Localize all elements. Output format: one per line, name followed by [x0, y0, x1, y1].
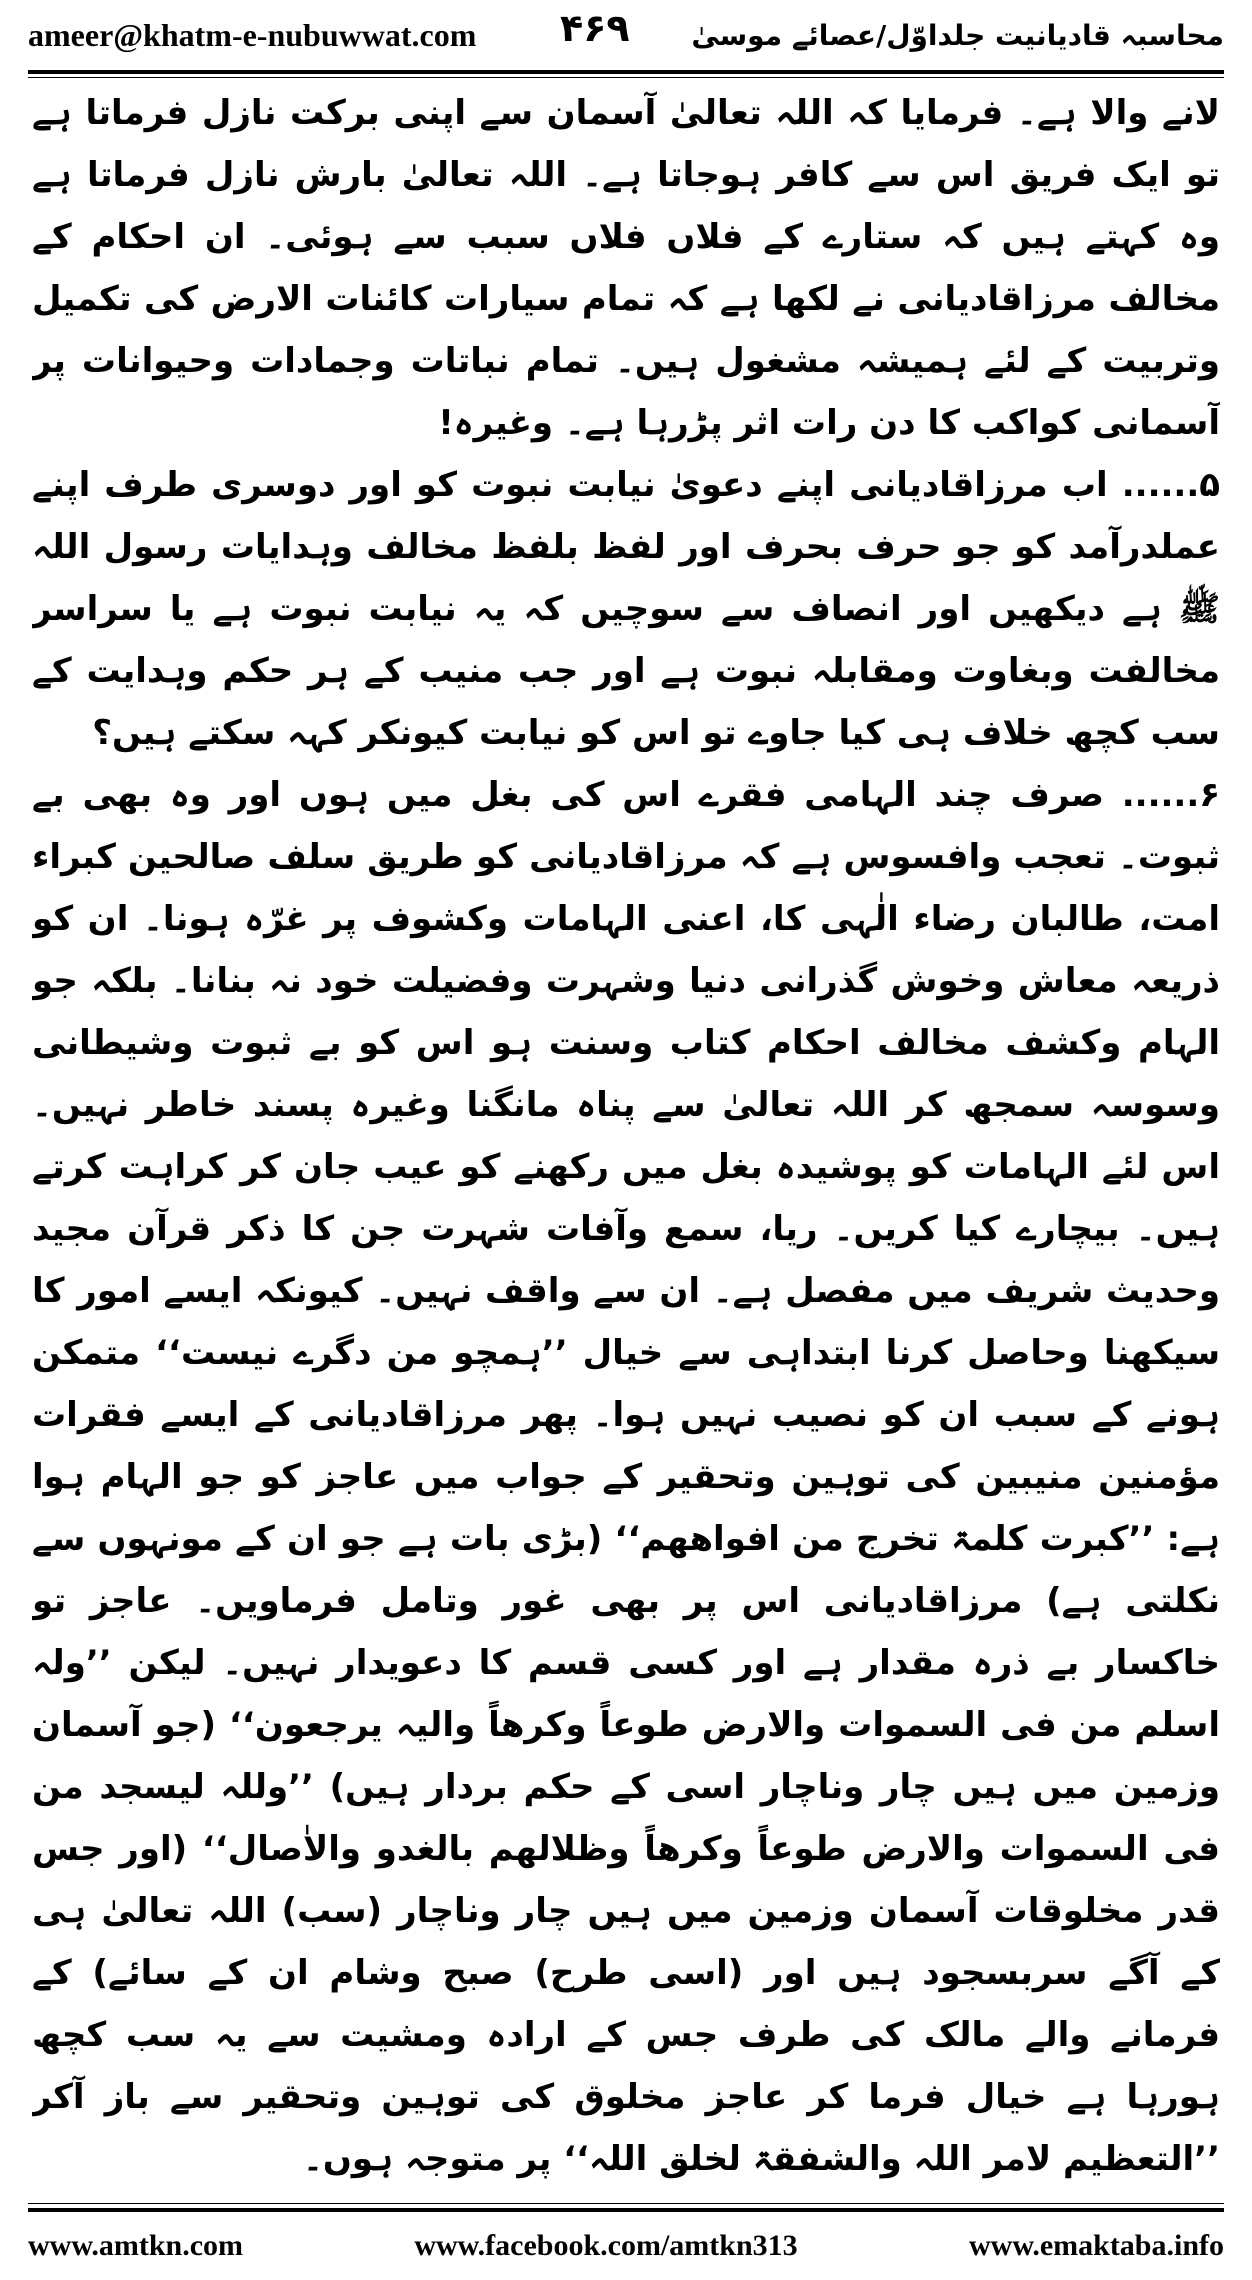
header-rule: [28, 70, 1224, 74]
book-title: محاسبہ قادیانیت جلداوّل/عصائے موسیٰ: [691, 18, 1224, 52]
paragraph: [32, 454, 1220, 764]
paragraph: [32, 764, 1220, 2190]
header-email: ameer@khatm-e-nubuwwat.com: [28, 16, 477, 53]
paragraph-number: ۵......: [1121, 465, 1220, 505]
footer-link-amtkn[interactable]: www.amtkn.com: [28, 2229, 243, 2262]
page-body: [32, 82, 1220, 2192]
footer-rule: [28, 2208, 1224, 2212]
paragraph-text: اب مرزاقادیانی اپنے دعویٰ نیابت نبوت کو اور دوسری طرف اپنے عملدرآمد کو جو حرف بحرف اور لفظ بلفظ مخالف وہدایات رسول اللہ ﷺ ہے دیکھیں اور انصاف سے سوچیں کہ یہ نیابت نبوت ہے یا سراسر مخالفت وبغاوت ومقابلہ نبوت ہے اور جب منیب کے ہر حکم وہدایت کے سب کچھ خلاف ہی کیا جاوے تو اس کو نیابت کیونکر کہہ سکتے ہیں؟: [32, 465, 1220, 753]
paragraph-text: صرف چند الہامی فقرے اس کی بغل میں ہوں اور وہ بھی بے ثبوت۔ تعجب وافسوس ہے کہ مرزاقادیانی کو طریق سلف صالحین کبراء امت، طالبان رضاء الٰہی کا، اعنی الہامات وکشوف پر غرّہ ہونا۔ ان کو ذریعہ معاش وخوش گذرانی دنیا وشہرت وفضیلت خود نہ بنانا۔ بلکہ جو الہام وکشف مخالف احکام کتاب وسنت ہو اس کو بے ثبوت وشیطانی وسوسہ سمجھ کر اللہ تعالیٰ سے پناہ مانگنا وغیرہ پسند خاطر نہیں۔ اس لئے الہامات کو پوشیدہ بغل میں رکھنے کو عیب جان کر کراہت کرتے ہیں۔ بیچارے کیا کریں۔ ریا، سمع وآفات شہرت جن کا ذکر قرآن مجید وحدیث شریف میں مفصل ہے۔ ان سے واقف نہیں۔ کیونکہ ایسے امور کا سیکھنا وحاصل کرنا ابتداہی سے خیال ’’ہمچو من دگرے نیست‘‘ متمکن ہونے کے سبب ان کو نصیب نہیں ہوا۔ پھر مرزاقادیانی کے ایسے فقرات مؤمنین منیبین کی توہین وتحقیر کے جواب میں عاجز کو جو الہام ہوا ہے: ’’کبرت کلمۃ تخرج من افواھھم‘‘ (بڑی بات ہے جو ان کے مونہوں سے نکلتی ہے) مرزاقادیانی اس پر بھی غور وتامل فرماویں۔ عاجز تو خاکسار بے ذرہ مقدار ہے اور کسی قسم کا دعویدار نہیں۔ لیکن ’’ولہ اسلم من فی السموات والارض طوعاً وکرھاً والیہ یرجعون‘‘ (جو آسمان وزمین میں ہیں چار وناچار اسی کے حکم بردار ہیں) ’’وللہ لیسجد من فی السموات والارض طوعاً وکرھاً وظلالھم بالغدو والاٰصال‘‘ (اور جس قدر مخلوقات آسمان وزمین میں ہیں چار وناچار (سب) اللہ تعالیٰ ہی کے آگے سربسجود ہیں اور (اسی طرح) صبح وشام ان کے سائے) کے فرمانے والے مالک کی طرف جس کے ارادہ ومشیت سے یہ سب کچھ ہورہا ہے خیال فرما کر عاجز مخلوق کی توہین وتحقیر سے باز آکر ’’التعظیم لامر اللہ والشفقۃ لخلق اللہ‘‘ پر متوجہ ہوں۔: [32, 775, 1220, 2179]
page-footer: [28, 2218, 1224, 2274]
paragraph-text: لانے والا ہے۔ فرمایا کہ اللہ تعالیٰ آسمان سے اپنی برکت نازل فرماتا ہے تو ایک فریق اس سے کافر ہوجاتا ہے۔ اللہ تعالیٰ بارش نازل فرماتا ہے وہ کہتے ہیں کہ ستارے کے فلاں فلاں سبب سے ہوئی۔ ان احکام کے مخالف مرزاقادیانی نے لکھا ہے کہ تمام سیارات کائنات الارض کی تکمیل وتربیت کے لئے ہمیشہ مشغول ہیں۔ تمام نباتات وجمادات وحیوانات پر آسمانی کواکب کا دن رات اثر پڑرہا ہے۔ وغیرہ!: [32, 93, 1220, 443]
paragraph-number: ۶......: [1121, 775, 1220, 815]
page-number: ۴۶۹: [560, 6, 630, 50]
footer-rule-thin: [28, 2203, 1224, 2204]
footer-link-facebook[interactable]: www.facebook.com/amtkn313: [414, 2229, 798, 2262]
footer-link-emaktaba[interactable]: www.emaktaba.info: [968, 2229, 1224, 2262]
header-rule-thin: [28, 77, 1224, 78]
paragraph: [32, 82, 1220, 454]
